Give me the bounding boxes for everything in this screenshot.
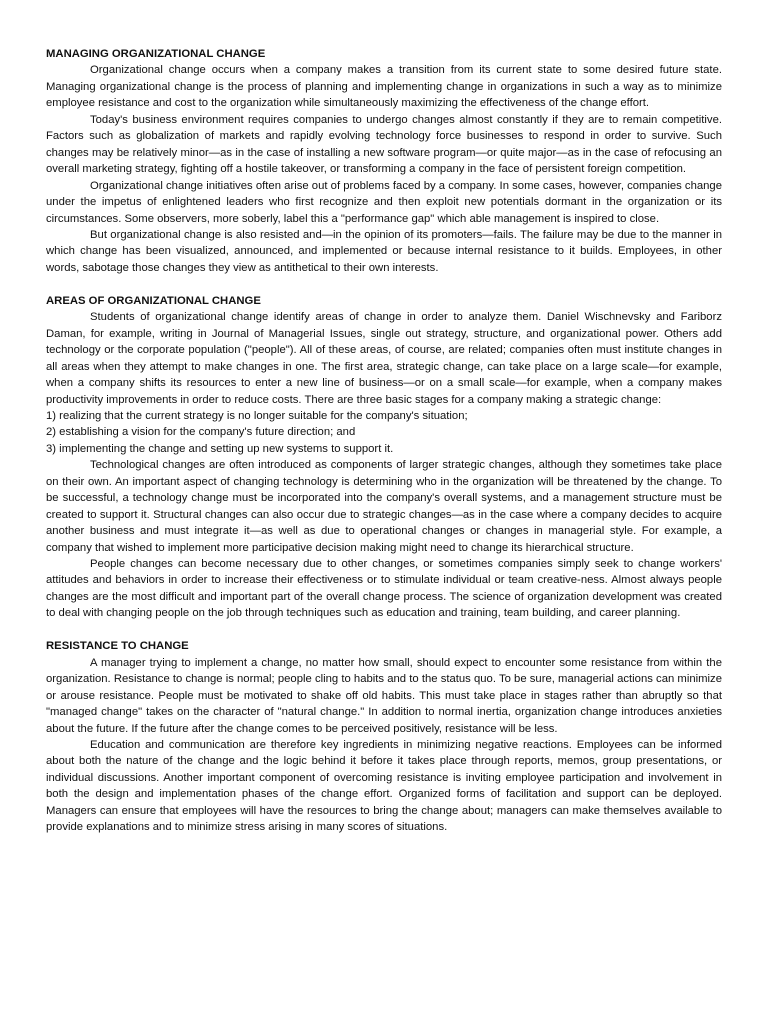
list-item: 2) establishing a vision for the company's future direction; and [46, 426, 356, 439]
section-areas-of-organizational-change [46, 293, 722, 622]
section-heading: RESISTANCE TO CHANGE [46, 640, 189, 653]
paragraph: A manager trying to implement a change, no matter how small, should expect to encounter some resistance from within the organization. Resistance to change is normal; people cling to habits and to the status quo. To be sure, managerial actions can minimize or arouse resistance. People must be motivated to shake off old habits. This must take place in stages rather than abruptly so that "managed change" takes on the character of "natural change." In addition to normal inertia, organization change introduces anxieties about the future. If the future after the change comes to be perceived positively, resistance will be less. [46, 656, 722, 735]
paragraph: Students of organizational change identify areas of change in order to analyze them. Daniel Wischnevsky and Fariborz Daman, for example, writing in Journal of Managerial Issues, single out strategy, structure, and organizational power. Others add technology or the corporate population ("people"). All of these areas, of course, are related; companies often must institute changes in all areas when they attempt to make changes in one. The first area, strategic change, can take place on a large scale—for example, when a company shifts its resources to enter a new line of business—or on a small scale—for example, when a company makes productivity improvements in order to reduce costs. There are three basic stages for a company making a strategic change: [46, 311, 722, 406]
section-heading: AREAS OF ORGANIZATIONAL CHANGE [46, 294, 261, 307]
section-managing-organizational-change [46, 46, 722, 276]
paragraph: Organizational change initiatives often arise out of problems faced by a company. In some cases, however, companies change under the impetus of enlightened leaders who first recognize and then exploit new potentials dormant in the organization or its circumstances. Some observers, more soberly, label this a "performance gap" which able management is inspired to close. [46, 179, 722, 225]
paragraph: Today's business environment requires companies to undergo changes almost constantly if they are to remain competitive. Factors such as globalization of markets and rapidly evolving technology force businesses to respond in order to survive. Such changes may be relatively minor—as in the case of installing a new software program—or quite major—as in the case of refocusing an overall marketing strategy, fighting off a hostile takeover, or transforming a company in the face of persistent foreign competition. [46, 113, 722, 176]
section-resistance-to-change [46, 638, 722, 835]
paragraph: Technological changes are often introduced as components of larger strategic changes, although they sometimes take place on their own. An important aspect of changing technology is determining who in the organization will be threatened by the change. To be successful, a technology change must be incorporated into the company's overall systems, and a management structure must be created to support it. Structural changes can also occur due to strategic changes—as in the case where a company decides to acquire another business and must integrate it—as well as due to operational changes or changes in managerial style. For example, a company that wished to implement more participative decision making might need to change its hierarchical structure. [46, 459, 722, 554]
paragraph: People changes can become necessary due to other changes, or sometimes companies simply seek to change workers' attitudes and behaviors in order to increase their effectiveness or to stimulate individual or team creative-ness. Almost always people changes are the most difficult and important part of the overall change process. The science of organization development was created to deal with changing people on the job through techniques such as education and training, team building, and career planning. [46, 558, 722, 620]
list-item: 3) implementing the change and setting up new systems to support it. [46, 442, 394, 455]
section-heading: MANAGING ORGANIZATIONAL CHANGE [46, 48, 266, 60]
paragraph: Organizational change occurs when a company makes a transition from its current state to some desired future state. Managing organizational change is the process of planning and implementing change in organizations in such a way as to minimize employee resistance and cost to the organization while simultaneously maximizing the effectiveness of the change effort. [46, 64, 722, 110]
document-page [46, 46, 722, 836]
paragraph: Education and communication are therefore key ingredients in minimizing negative reactions. Employees can be informed about both the nature of the change and the logic behind it before it takes place through reports, memos, group presentations, or individual discussions. Another important component of overcoming resistance is inviting employee participation and involvement in both the design and implementation phases of the change effort. Organized forms of facilitation and support can be deployed. Managers can ensure that employees will have the resources to bring the change about; managers can make themselves available to provide explanations and to minimize stress arising in many scores of situations. [46, 739, 722, 834]
paragraph: But organizational change is also resisted and—in the opinion of its promoters—fails. The failure may be due to the manner in which change has been visualized, announced, and implemented or because internal resistance to it builds. Employees, in other words, sabotage those changes they view as antithetical to their own interests. [46, 228, 722, 274]
list-item: 1) realizing that the current strategy is no longer suitable for the company's situation; [46, 409, 468, 422]
